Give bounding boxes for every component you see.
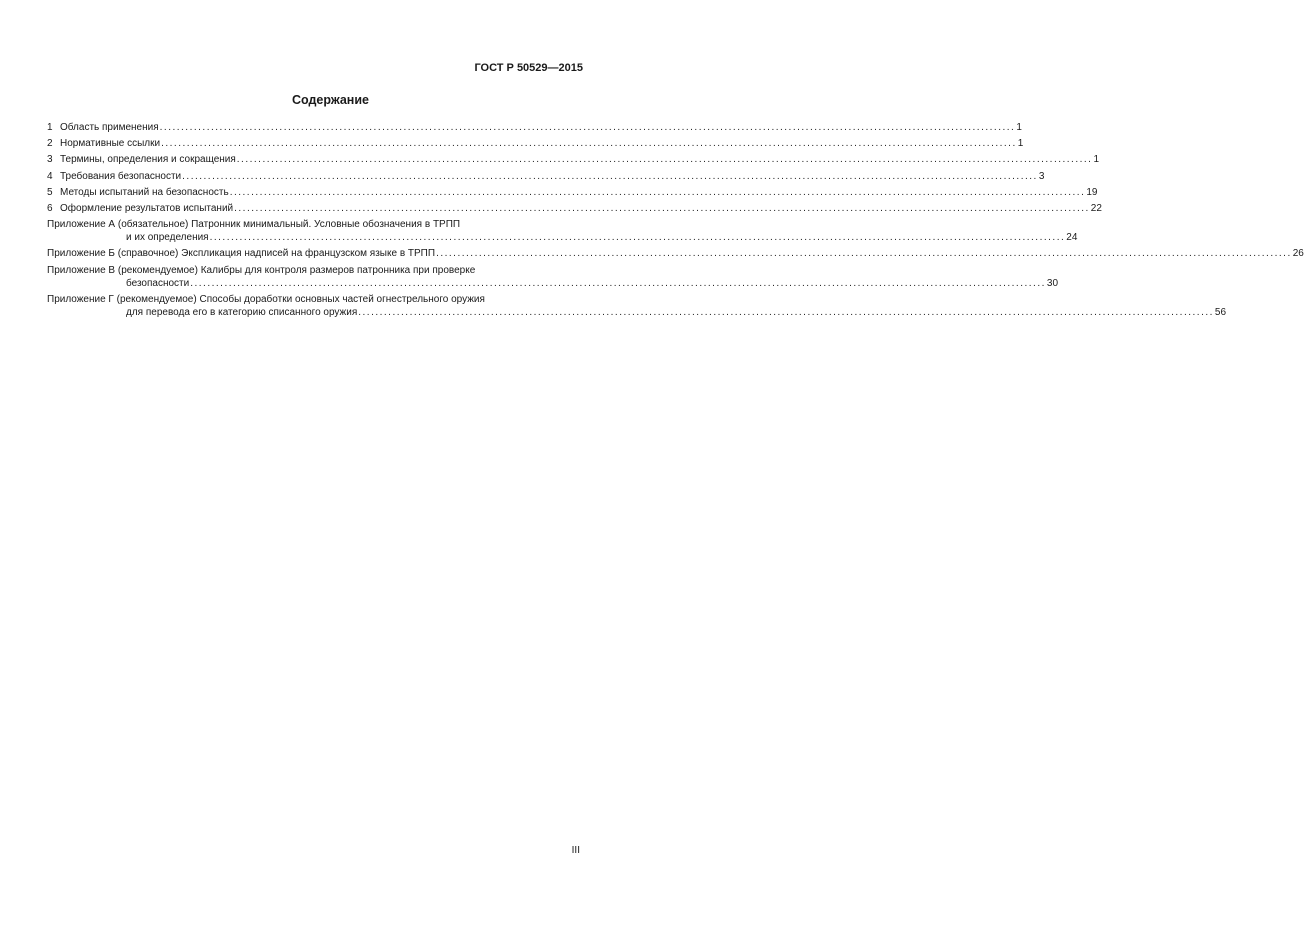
toc-entry-page: 3 — [1038, 170, 1045, 182]
toc-entry-page: 24 — [1066, 232, 1078, 244]
toc-entry-text: Приложение А (обязательное) Патронник минимальный. Условные обозначения в ТРПП — [47, 219, 461, 231]
leader-dots: ........................................................................................................................................................................................................ — [190, 277, 1046, 289]
leader-dots: ........................................................................................................................................................................................................ — [159, 122, 1016, 133]
toc-entry-page: 22 — [1090, 202, 1102, 214]
toc-entry-3[interactable] — [47, 153, 1100, 166]
toc-entry-number: 5 — [47, 186, 53, 198]
table-of-contents — [47, 121, 1304, 322]
toc-entry-text-cont: и их определения — [126, 232, 209, 244]
toc-entry-page: 1 — [1093, 154, 1100, 166]
document-code: ГОСТ Р 50529—2015 — [474, 62, 583, 74]
toc-entry-page: 26 — [1292, 248, 1304, 260]
toc-entry-text: Приложение В (рекомендуемое) Калибры для контроля размеров патронника при проверке — [47, 264, 476, 276]
toc-entry-text: Приложение Б (справочное) Экспликация надписей на французском языке в ТРПП — [47, 248, 436, 260]
toc-entry-number: 6 — [47, 202, 53, 214]
toc-entry-text-cont: безопасности — [126, 277, 190, 289]
toc-title: Содержание — [291, 93, 369, 107]
toc-entry-text: Требования безопасности — [60, 170, 182, 182]
toc-entry-2[interactable] — [47, 137, 1024, 150]
leader-dots: ........................................................................................................................................................................................................ — [358, 306, 1214, 318]
leader-dots: ........................................................................................................................................................................................................ — [236, 154, 1093, 166]
toc-entry-text: Оформление результатов испытаний — [60, 202, 234, 214]
toc-entry-page: 19 — [1086, 186, 1098, 198]
toc-appendix-a[interactable] — [47, 218, 1078, 244]
leader-dots: ........................................................................................................................................................................................................ — [229, 186, 1086, 198]
toc-entry-number: 2 — [47, 138, 53, 150]
toc-entry-text: Приложение Г (рекомендуемое) Способы доработки основных частей огнестрельного оружия — [47, 293, 485, 305]
toc-entry-page: 30 — [1046, 277, 1059, 289]
toc-entry-6[interactable] — [47, 202, 1102, 215]
toc-entry-page: 1 — [1016, 122, 1022, 133]
toc-entry-text: Область применения — [60, 122, 159, 133]
toc-entry-1[interactable] — [47, 121, 1022, 134]
toc-appendix-g[interactable] — [47, 293, 1227, 319]
toc-entry-number: 1 — [47, 122, 53, 133]
toc-entry-text: Нормативные ссылки — [60, 138, 161, 150]
page-number: III — [571, 845, 580, 856]
toc-entry-text: Термины, определения и сокращения — [60, 154, 236, 166]
toc-entry-text: Методы испытаний на безопасность — [60, 186, 229, 198]
leader-dots: ........................................................................................................................................................................................................ — [209, 232, 1066, 244]
leader-dots: ........................................................................................................................................................................................................ — [161, 138, 1017, 150]
toc-entry-4[interactable] — [47, 170, 1045, 183]
toc-appendix-b[interactable] — [47, 247, 1304, 260]
toc-entry-page: 1 — [1017, 138, 1024, 150]
toc-appendix-v[interactable] — [47, 264, 1059, 290]
toc-entry-number: 4 — [47, 170, 53, 182]
toc-entry-number: 3 — [47, 154, 53, 166]
leader-dots: ........................................................................................................................................................................................................ — [436, 248, 1292, 260]
toc-entry-page: 56 — [1214, 306, 1227, 318]
leader-dots: ........................................................................................................................................................................................................ — [182, 170, 1038, 182]
leader-dots: ........................................................................................................................................................................................................ — [234, 202, 1090, 214]
toc-entry-5[interactable] — [47, 186, 1098, 199]
toc-entry-text-cont: для перевода его в категорию списанного оружия — [126, 306, 358, 318]
